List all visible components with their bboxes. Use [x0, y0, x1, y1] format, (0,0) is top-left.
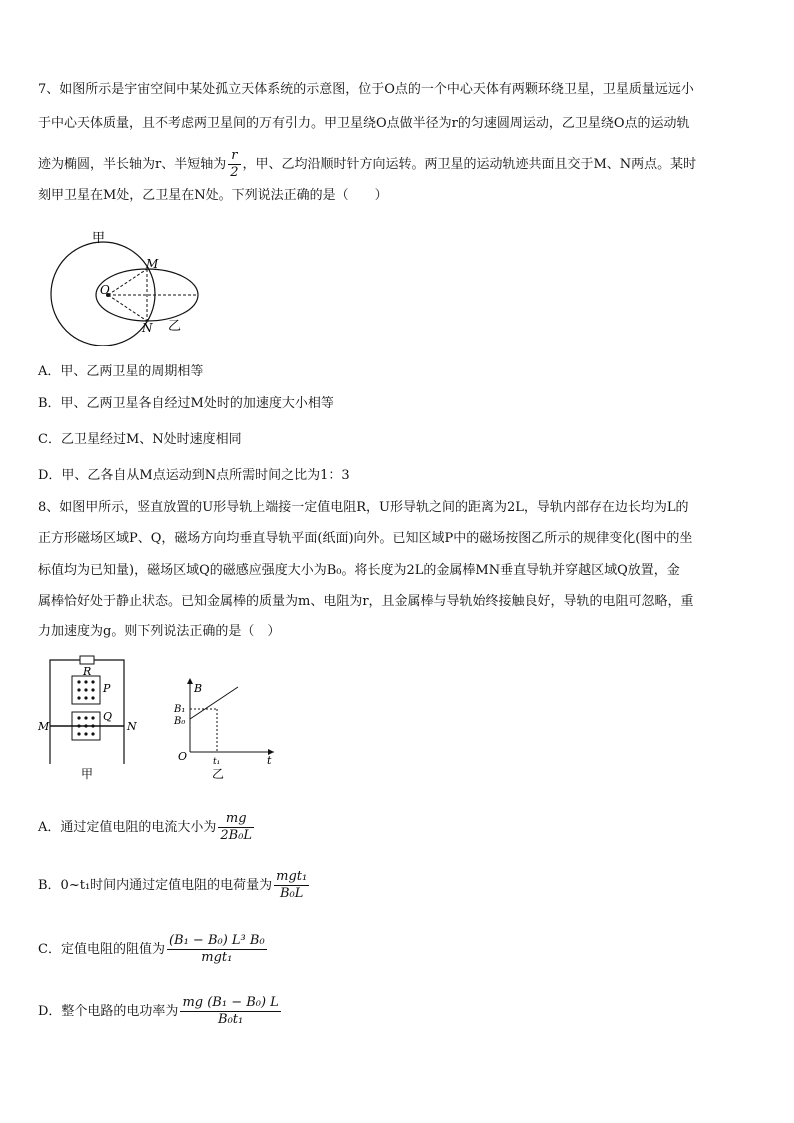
- q8-figure-jia: [36, 654, 140, 782]
- q8-option-a-text: A．通过定值电阻的电流大小为: [38, 820, 217, 835]
- label-b0: B₀: [174, 716, 186, 727]
- label-r: R: [83, 665, 92, 678]
- q7-frac-r-over-2: [228, 148, 240, 181]
- q7-stem-line2: 于中心天体质量，且不考虑两卫星间的万有引力。甲卫星绕O点做半径为r的匀速圆周运动，乙卫星绕O点的运动轨: [38, 116, 690, 131]
- label-m: M: [146, 257, 159, 271]
- b-axis-arrow: [187, 678, 193, 684]
- label-b: B: [194, 682, 203, 695]
- caption-jia: 甲: [81, 767, 94, 781]
- frac-numerator: mgt₁: [276, 869, 308, 884]
- q7-option-b: B．甲、乙两卫星各自经过M处时的加速度大小相等: [38, 396, 334, 411]
- frac-numerator: (B₁ − B₀) L³ B₀: [168, 933, 265, 948]
- caption-yi: 乙: [212, 767, 225, 781]
- q8-option-a: [38, 808, 256, 848]
- q8-option-c-frac: [167, 933, 267, 966]
- q8-stem-line2: 正方形磁场区域P、Q，磁场方向均垂直导轨平面(纸面)向外。已知区域P中的磁场按图乙所示的规律变化(图中的坐: [38, 531, 693, 546]
- resistor-r: [80, 656, 94, 664]
- label-n: N: [142, 321, 153, 335]
- q7-stem-line3b: ，甲、乙均沿顺时针方向运转。两卫星的运动轨迹共面且交于M、N两点。某时: [242, 157, 697, 172]
- q8-option-a-frac: [218, 811, 254, 844]
- label-p: P: [103, 682, 111, 695]
- label-yi: 乙: [168, 319, 182, 334]
- q7-stem-line3: [38, 148, 696, 182]
- q7-stem-line1: 7、如图所示是宇宙空间中某处孤立天体系统的示意图，位于O点的一个中心天体有两颗环绕卫星，卫星质量远远小: [38, 82, 694, 97]
- q8-option-b-frac: [274, 869, 309, 902]
- q8-stem-line3: 标值均为已知量)，磁场区域Q的磁感应强度大小为B₀。将长度为2L的金属棒MN垂直导轨并穿越区域Q放置，金: [38, 563, 680, 578]
- frac-denominator: B₀t₁: [218, 1012, 244, 1027]
- frac-denominator: 2: [230, 165, 239, 180]
- q7-option-a: A．甲、乙两卫星的周期相等: [38, 364, 204, 379]
- q7-orbit-diagram: [50, 226, 210, 346]
- q8-stem-line4: 属棒恰好处于静止状态。已知金属棒的质量为m、电阻为r，且金属棒与导轨始终接触良好，导轨的电阻可忽略，重: [38, 594, 694, 609]
- frac-numerator: mg (B₁ − B₀) L: [182, 995, 279, 1010]
- q8-figure-yi: [170, 672, 280, 782]
- label-m: M: [38, 720, 50, 733]
- label-t: t: [267, 754, 272, 767]
- label-o: O: [178, 750, 188, 763]
- label-q: Q: [103, 710, 113, 723]
- q8-option-d: [38, 990, 283, 1034]
- label-jia: 甲: [92, 231, 106, 246]
- q8-option-c: [38, 928, 269, 972]
- q8-option-d-frac: [180, 995, 280, 1028]
- q7-option-c: C．乙卫星经过M、N处时速度相同: [38, 432, 242, 447]
- q8-option-c-text: C．定值电阻的阻值为: [38, 942, 165, 957]
- frac-numerator: mg: [218, 811, 254, 828]
- label-b1: B₁: [174, 704, 186, 715]
- frac-numerator: r: [228, 148, 240, 165]
- q8-option-d-text: D．整个电路的电功率为: [38, 1004, 179, 1019]
- q7-option-d: D．甲、乙各自从M点运动到N点所需时间之比为1：3: [38, 468, 350, 483]
- label-o: O: [100, 283, 110, 297]
- label-t1: t₁: [213, 757, 221, 767]
- q7-stem-line3a: 迹为椭圆，半长轴为r、半短轴为: [38, 157, 227, 172]
- frac-denominator: mgt₁: [201, 950, 233, 965]
- q8-option-b: [38, 866, 311, 906]
- q8-option-b-text: B．0~t₁时间内通过定值电阻的电荷量为: [38, 878, 273, 893]
- frac-denominator: 2B₀L: [220, 828, 253, 843]
- q8-stem-line1: 8、如图甲所示，竖直放置的U形导轨上端接一定值电阻R，U形导轨之间的距离为2L，导轨内部存在边长均为L的: [38, 500, 689, 515]
- q7-stem-line4: 刻甲卫星在M处，乙卫星在N处。下列说法正确的是（ ）: [38, 188, 388, 203]
- om-line: [108, 269, 147, 295]
- region-p-dots: [77, 680, 94, 699]
- q8-stem-line5: 力加速度为g。则下列说法正确的是（ ）: [38, 624, 281, 639]
- frac-denominator: B₀L: [280, 886, 304, 901]
- label-n: N: [127, 720, 137, 733]
- on-line: [108, 295, 147, 321]
